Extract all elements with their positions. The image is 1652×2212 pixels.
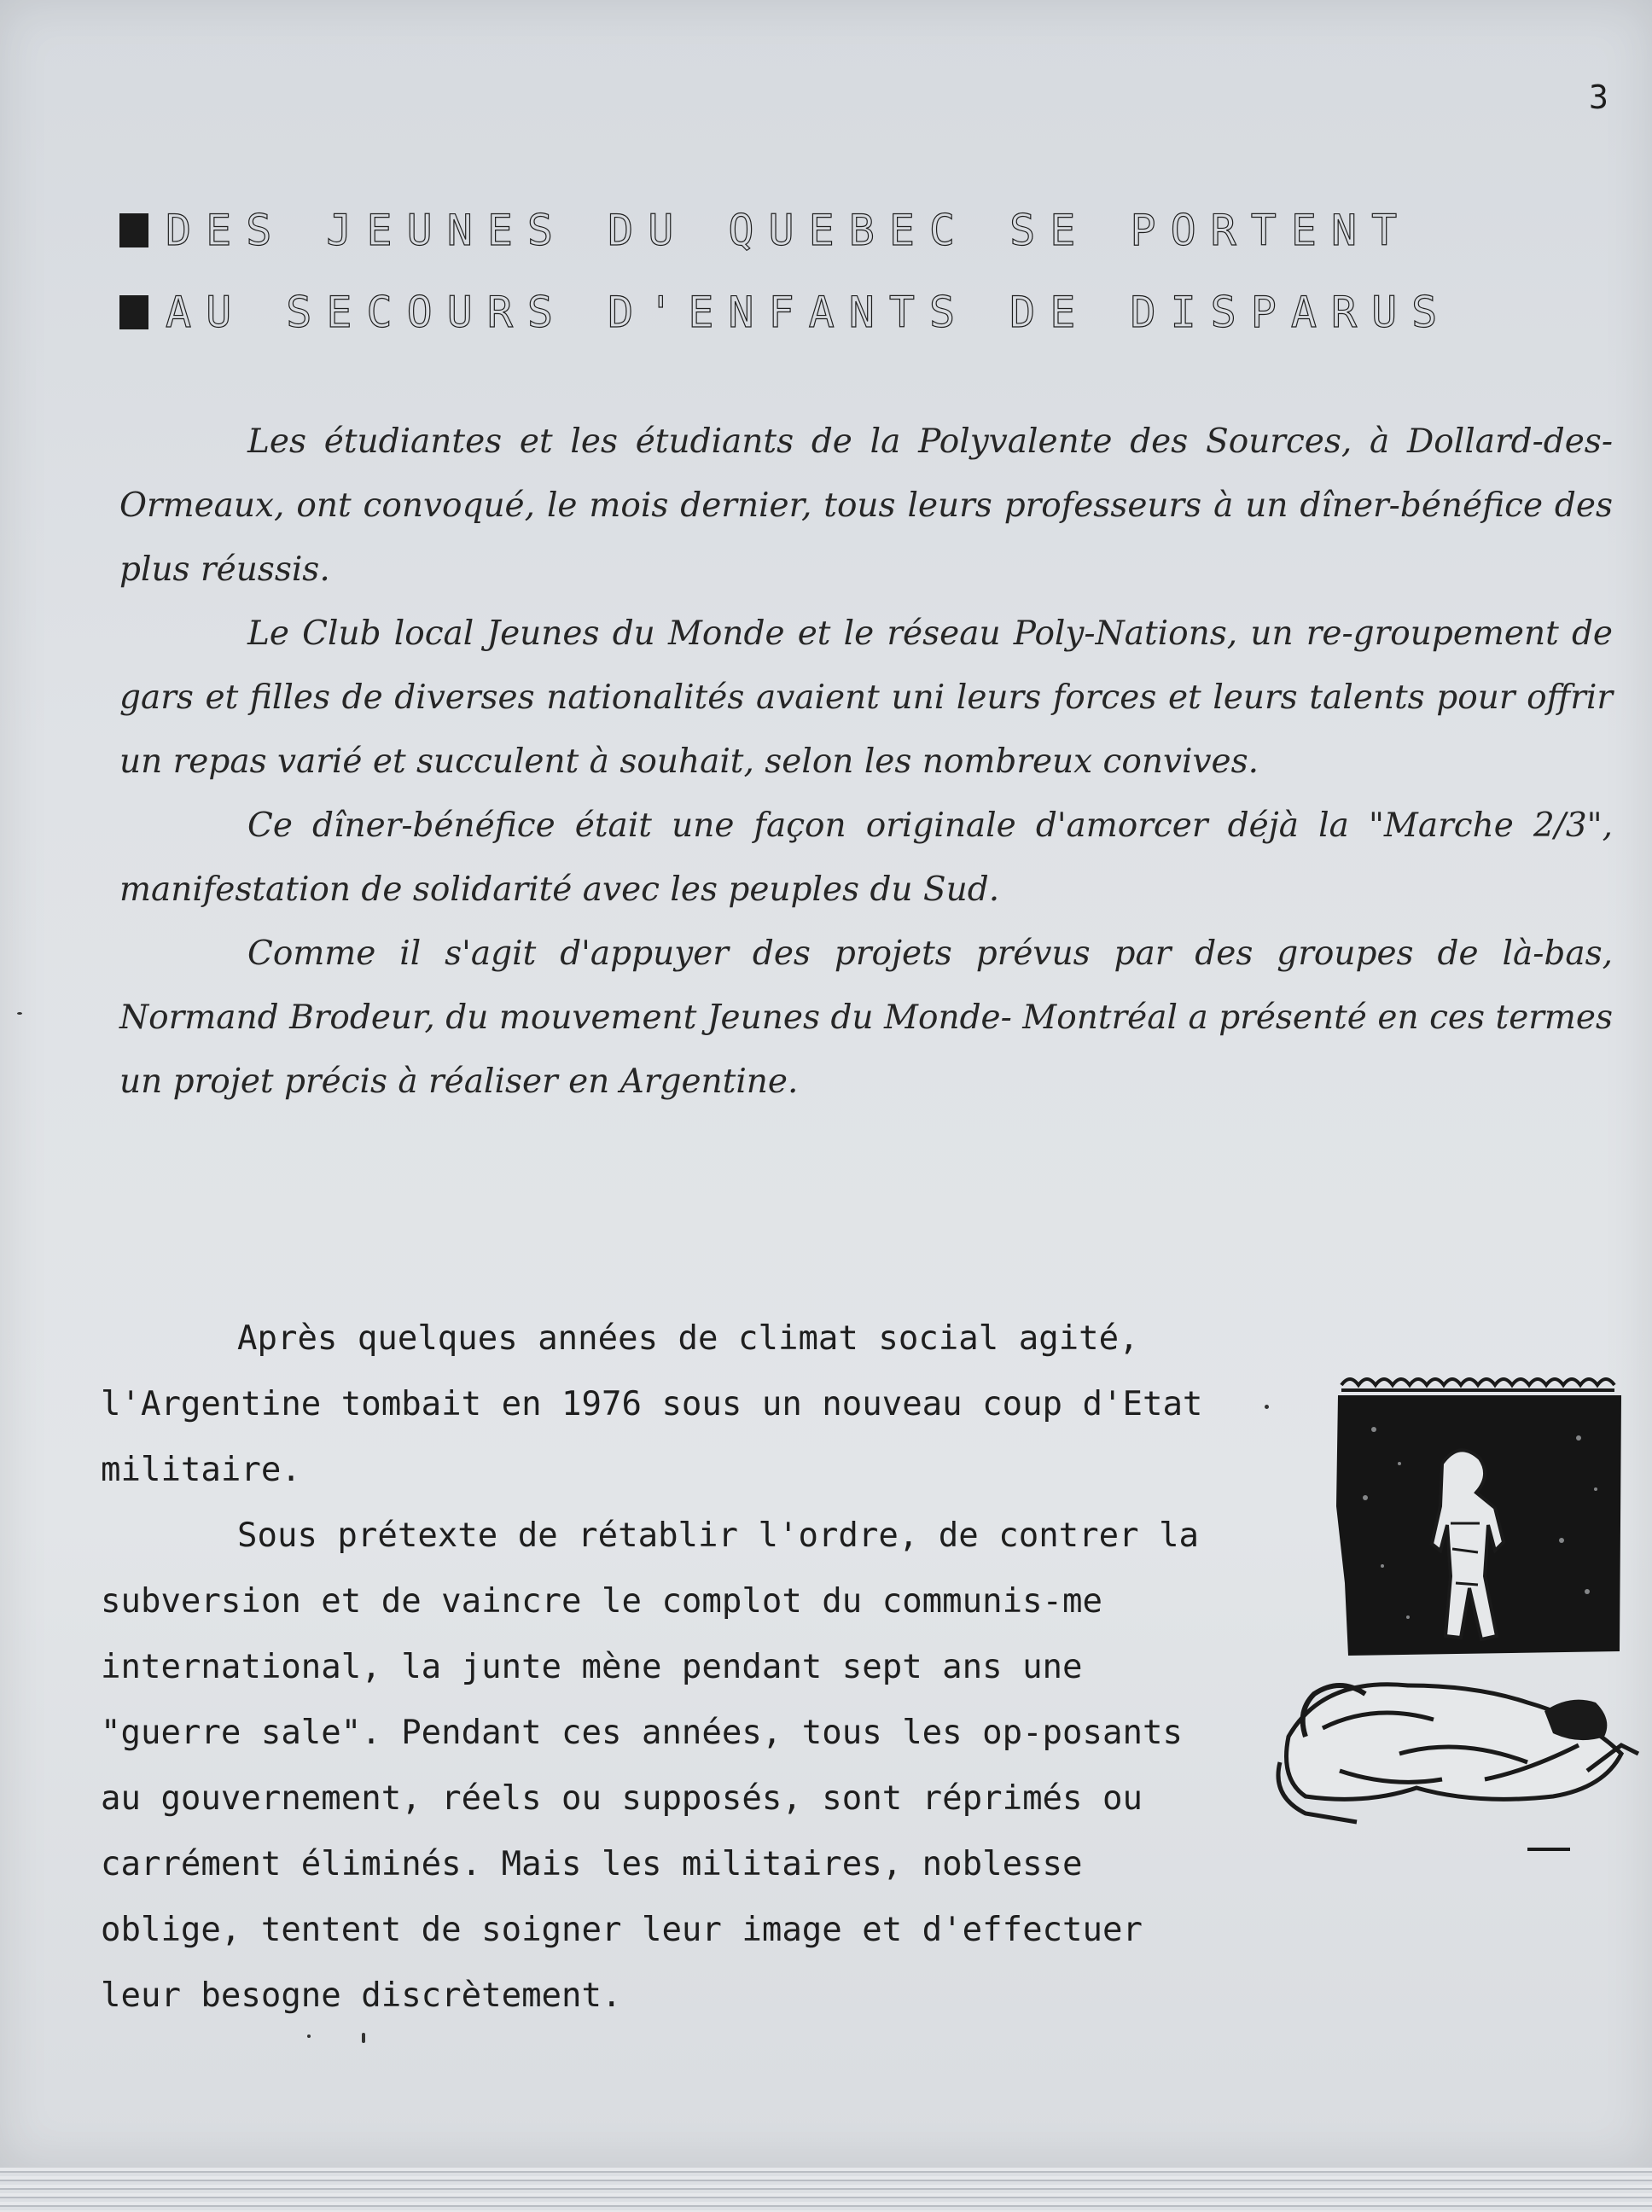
- page-number: 3: [1589, 79, 1608, 116]
- ink-speck: [307, 2034, 311, 2038]
- article-headline: [119, 189, 1587, 353]
- paragraph: Sous prétexte de rétablir l'ordre, de contrer la subversion et de vaincre le complot du communis-me international, la junte mène pendant sept ans une "guerre sale". Pendant ces années, tous les op-posants au gouvernement, réels ou supposés, sont réprimés ou carrément éliminés. Mais les militaires, noblesse oblige, tentent de soigner leur image et d'effectuer leur besogne discrètement.: [101, 1516, 1200, 2015]
- paragraph: Comme il s'agit d'appuyer des projets prévus par des groupes de là-bas, Normand Brodeur, du mouvement Jeunes du Monde- Montréal a présenté en ces termes un projet précis à réaliser en Argentine.: [119, 934, 1613, 1101]
- page-stack-edge: [0, 2168, 1652, 2212]
- paragraph: Ce dîner-bénéfice était une façon originale d'amorcer déjà la "Marche 2/3", manifestation de solidarité avec les peuples du Sud.: [119, 806, 1613, 909]
- article-intro: [119, 410, 1613, 1114]
- bullet-block-icon: [119, 295, 148, 329]
- headline-line-1: [119, 189, 1587, 271]
- scalloped-border-icon: [1341, 1379, 1614, 1390]
- woodcut-victims-illustration: [1263, 1370, 1647, 1865]
- paragraph: Après quelques années de climat social agité, l'Argentine tombait en 1976 sous un nouveau coup d'Etat militaire.: [101, 1319, 1203, 1489]
- ink-speck: [1265, 1405, 1269, 1409]
- headline-line-2: [119, 271, 1587, 353]
- ink-speck: [17, 1012, 22, 1015]
- paragraph: Les étudiantes et les étudiants de la Polyvalente des Sources, à Dollard-des-Ormeaux, ont convoqué, le mois dernier, tous leurs professeurs à un dîner-bénéfice des plus réussis.: [119, 422, 1613, 589]
- ink-speck: [362, 2033, 365, 2043]
- bullet-block-icon: [119, 213, 148, 247]
- headline-text-1: DES JEUNES DU QUEBEC SE PORTENT: [166, 206, 1412, 255]
- article-body: [101, 1306, 1227, 2029]
- lying-figures-icon: [1278, 1685, 1638, 1822]
- paragraph: Le Club local Jeunes du Monde et le réseau Poly-Nations, un re-groupement de gars et filles de diverses nationalités avaient uni leurs forces et leurs talents pour offrir un repas varié et succulent à souhait, selon les nombreux convives.: [119, 614, 1613, 781]
- headline-text-2: AU SECOURS D'ENFANTS DE DISPARUS: [166, 288, 1452, 337]
